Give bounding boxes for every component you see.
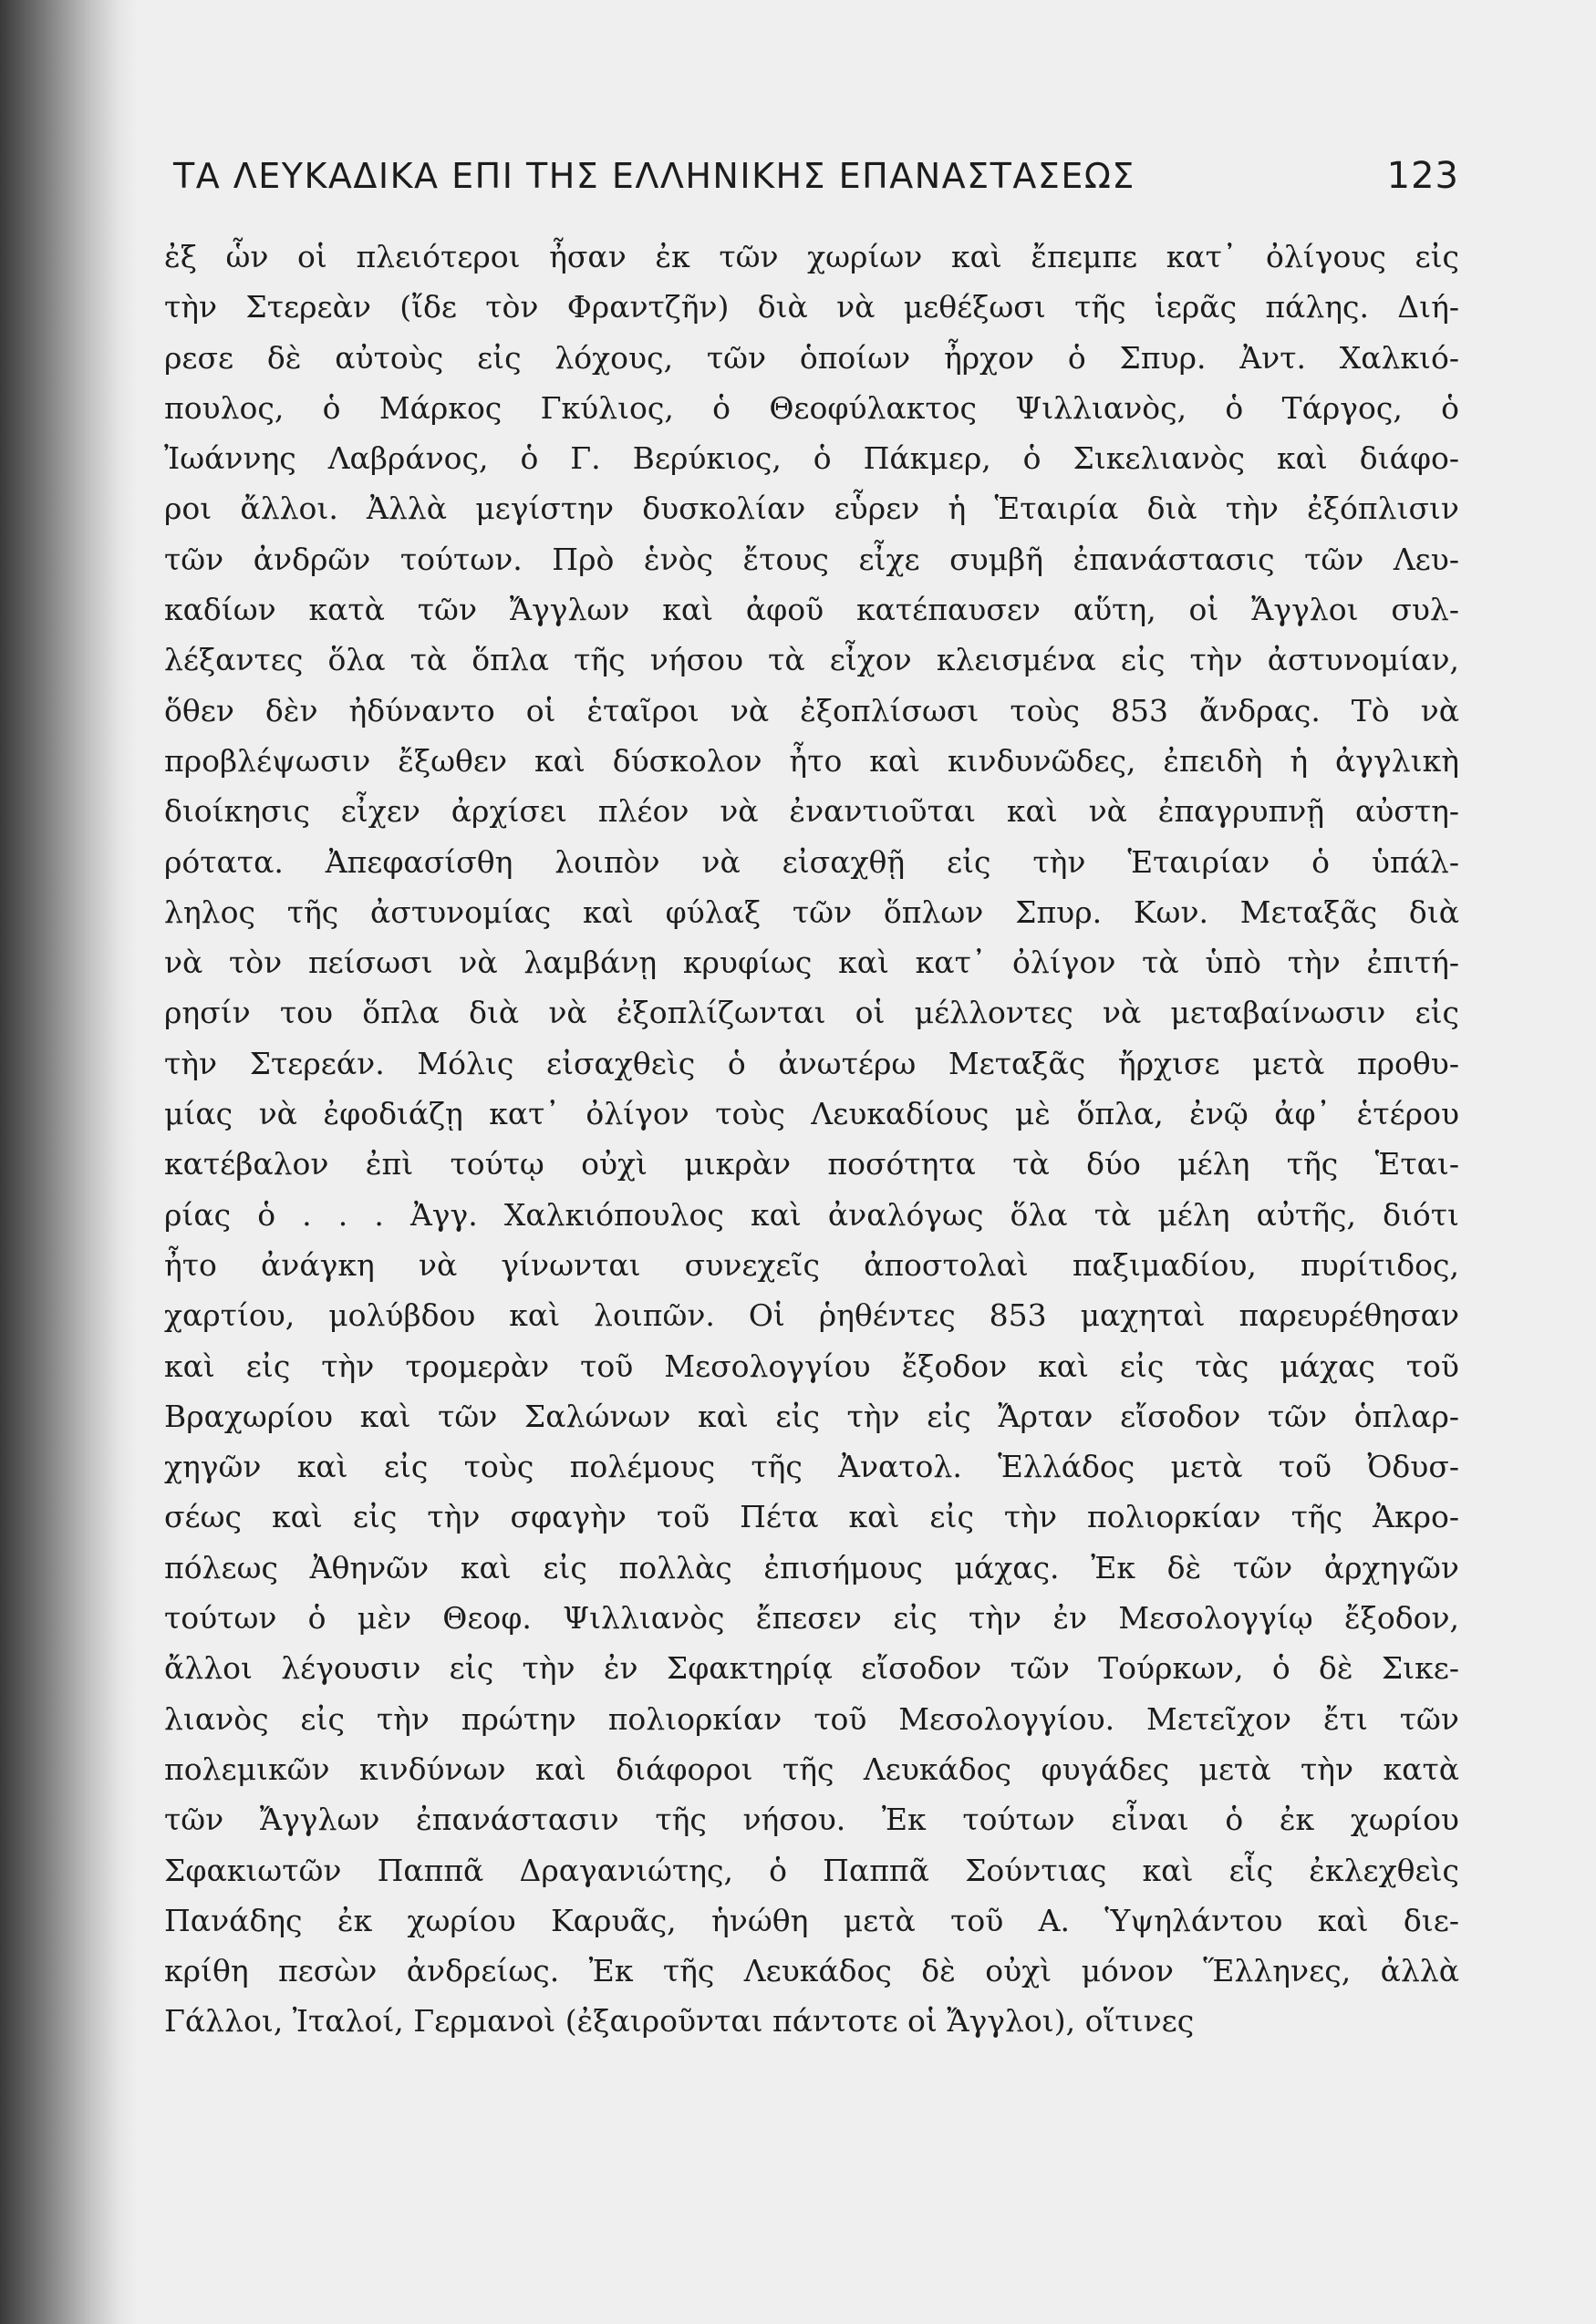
text-line: Σφακιωτῶν Παππᾶ Δραγανιώτης, ὁ Παππᾶ Σούντιας καὶ εἷς ἐκλεχθεὶς [164,1852,1459,1888]
text-line: τῶν Ἄγγλων ἐπανάστασιν τῆς νήσου. Ἐκ τούτων εἶναι ὁ ἐκ χωρίου [164,1802,1459,1838]
text-line: ἦτο ἀνάγκη νὰ γίνωνται συνεχεῖς ἀποστολαὶ παξιμαδίου, πυρίτιδος, [164,1246,1459,1283]
text-line: ρεσε δὲ αὐτοὺς εἰς λόχους, τῶν ὁποίων ἦρχον ὁ Σπυρ. Ἀντ. Χαλκιό- [164,339,1459,376]
text-line: χηγῶν καὶ εἰς τοὺς πολέμους τῆς Ἀνατολ. Ἑλλάδος μετὰ τοῦ Ὀδυσ- [164,1449,1459,1485]
text-line: τὴν Στερεάν. Μόλις εἰσαχθεὶς ὁ ἀνωτέρω Μεταξᾶς ἤρχισε μετὰ προθυ- [164,1045,1459,1081]
text-line: ροι ἄλλοι. Ἀλλὰ μεγίστην δυσκολίαν εὗρεν ἡ Ἑταιρία διὰ τὴν ἐξόπλισιν [164,491,1459,527]
text-line: ρίας ὁ . . . Ἀγγ. Χαλκιόπουλος καὶ ἀναλόγως ὅλα τὰ μέλη αὐτῆς, διότι [164,1196,1459,1233]
book-page [164,155,1459,2047]
text-line: κατέβαλον ἐπὶ τούτῳ οὐχὶ μικρὰν ποσότητα τὰ δύο μέλη τῆς Ἑται- [164,1146,1459,1183]
text-line: προβλέψωσιν ἔξωθεν καὶ δύσκολον ἦτο καὶ κινδυνῶδες, ἐπειδὴ ἡ ἀγγλικὴ [164,742,1459,779]
text-line: κρίθη πεσὼν ἀνδρείως. Ἐκ τῆς Λευκάδος δὲ οὐχὶ μόνον Ἕλληνες, ἀλλὰ [164,1953,1459,1989]
text-line: λιανὸς εἰς τὴν πρώτην πολιορκίαν τοῦ Μεσολογγίου. Μετεῖχον ἔτι τῶν [164,1700,1459,1737]
text-line: πολεμικῶν κινδύνων καὶ διάφοροι τῆς Λευκάδος φυγάδες μετὰ τὴν κατὰ [164,1751,1459,1787]
text-line: ρότατα. Ἀπεφασίσθη λοιπὸν νὰ εἰσαχθῇ εἰς τὴν Ἑταιρίαν ὁ ὑπάλ- [164,843,1459,880]
text-line: τῶν ἀνδρῶν τούτων. Πρὸ ἑνὸς ἔτους εἶχε συμβῆ ἐπανάστασις τῶν Λευ- [164,541,1459,577]
text-line: καὶ εἰς τὴν τρομερὰν τοῦ Μεσολογγίου ἔξοδον καὶ εἰς τὰς μάχας τοῦ [164,1348,1459,1384]
text-line: Γάλλοι, Ἰταλοί, Γερμανοὶ (ἐξαιροῦνται πάντοτε οἱ Ἄγγλοι), οἵτινες [164,2003,1195,2040]
text-line: Ἰωάννης Λαβράνος, ὁ Γ. Βερύκιος, ὁ Πάκμερ, ὁ Σικελιανὸς καὶ διάφο- [164,440,1459,477]
page-number: 123 [1386,155,1459,197]
text-line: ληλος τῆς ἀστυνομίας καὶ φύλαξ τῶν ὅπλων Σπυρ. Κων. Μεταξᾶς διὰ [164,893,1459,930]
text-line: μίας νὰ ἐφοδιάζῃ κατ᾽ ὀλίγον τοὺς Λευκαδίους μὲ ὅπλα, ἐνῷ ἀφ᾽ ἑτέρου [164,1096,1459,1132]
text-line: διοίκησις εἶχεν ἀρχίσει πλέον νὰ ἐναντιοῦται καὶ νὰ ἐπαγρυπνῇ αὐστη- [164,793,1459,830]
text-line: ἄλλοι λέγουσιν εἰς τὴν ἐν Σφακτηρίᾳ εἴσοδον τῶν Τούρκων, ὁ δὲ Σικε- [164,1650,1459,1687]
running-head [164,155,1459,210]
text-line: σέως καὶ εἰς τὴν σφαγὴν τοῦ Πέτα καὶ εἰς τὴν πολιορκίαν τῆς Ἀκρο- [164,1499,1459,1535]
text-line: τούτων ὁ μὲν Θεοφ. Ψιλλιανὸς ἔπεσεν εἰς τὴν ἐν Μεσολογγίῳ ἔξοδον, [164,1600,1459,1637]
text-line: Βραχωρίου καὶ τῶν Σαλώνων καὶ εἰς τὴν εἰς Ἄρταν εἴσοδον τῶν ὁπλαρ- [164,1398,1459,1434]
text-line: Πανάδης ἐκ χωρίου Καρυᾶς, ἡνώθη μετὰ τοῦ Α. Ὑψηλάντου καὶ διε- [164,1902,1459,1938]
running-title: ΤΑ ΛΕΥΚΑΔΙΚΑ ΕΠΙ ΤΗΣ ΕΛΛΗΝΙΚΗΣ ΕΠΑΝΑΣΤΑΣΕΩΣ [173,156,1135,196]
text-line: χαρτίου, μολύβδου καὶ λοιπῶν. Οἱ ῥηθέντες 853 μαχηταὶ παρευρέθησαν [164,1297,1459,1334]
text-line: νὰ τὸν πείσωσι νὰ λαμβάνῃ κρυφίως καὶ κατ᾽ ὀλίγον τὰ ὑπὸ τὴν ἐπιτή- [164,945,1459,981]
body-text [164,232,1459,2047]
text-line: πόλεως Ἀθηνῶν καὶ εἰς πολλὰς ἐπισήμους μάχας. Ἐκ δὲ τῶν ἀρχηγῶν [164,1549,1459,1585]
text-line: καδίων κατὰ τῶν Ἄγγλων καὶ ἀφοῦ κατέπαυσεν αὕτη, οἱ Ἄγγλοι συλ- [164,592,1459,628]
text-line: ἐξ ὧν οἱ πλειότεροι ἦσαν ἐκ τῶν χωρίων καὶ ἔπεμπε κατ᾽ ὀλίγους εἰς [164,239,1459,274]
text-line: ὅθεν δὲν ἠδύναντο οἱ ἑταῖροι νὰ ἐξοπλίσωσι τοὺς 853 ἄνδρας. Τὸ νὰ [164,692,1459,728]
book-gutter-shadow [0,0,137,2324]
text-line: πουλος, ὁ Μάρκος Γκύλιος, ὁ Θεοφύλακτος Ψιλλιανὸς, ὁ Τάργος, ὁ [164,389,1459,426]
text-line: ρησίν του ὅπλα διὰ νὰ ἐξοπλίζωνται οἱ μέλλοντες νὰ μεταβαίνωσιν εἰς [164,995,1459,1031]
text-line: λέξαντες ὅλα τὰ ὅπλα τῆς νήσου τὰ εἶχον κλεισμένα εἰς τὴν ἀστυνομίαν, [164,642,1459,678]
text-line: τὴν Στερεὰν (ἴδε τὸν Φραντζῆν) διὰ νὰ μεθέξωσι τῆς ἱερᾶς πάλης. Διή- [164,289,1459,325]
